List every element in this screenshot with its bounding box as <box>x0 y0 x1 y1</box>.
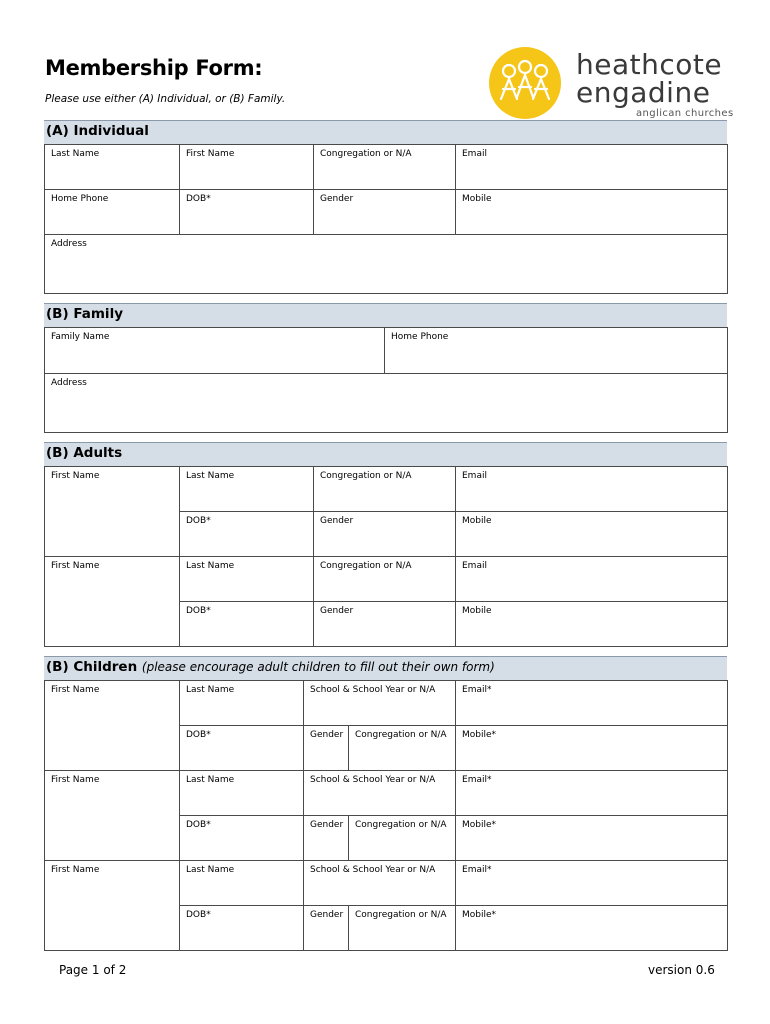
logo-people-icon <box>489 47 561 119</box>
adult-gender-field[interactable]: Gender <box>314 512 456 557</box>
child-gender-field[interactable]: Gender <box>304 816 349 861</box>
adult-last-name-field[interactable]: Last Name <box>180 467 314 512</box>
first-name-field[interactable]: First Name <box>180 145 314 190</box>
child-email-field[interactable]: Email* <box>456 861 728 906</box>
children-heading: (B) Children <box>46 659 138 675</box>
section-title: (B) Adults <box>46 445 123 461</box>
section-title: (A) Individual <box>46 123 149 139</box>
adult-mobile-field[interactable]: Mobile <box>456 512 728 557</box>
children-note: (please encourage adult children to fill out their own form) <box>141 660 495 674</box>
child-mobile-field[interactable]: Mobile* <box>456 726 728 771</box>
adults-table <box>44 466 728 647</box>
page-number: Page 1 of 2 <box>59 963 127 977</box>
child-email-field[interactable]: Email* <box>456 681 728 726</box>
child-dob-field[interactable]: DOB* <box>180 726 304 771</box>
child-congregation-field[interactable]: Congregation or N/A <box>349 906 456 951</box>
congregation-field[interactable]: Congregation or N/A <box>314 145 456 190</box>
last-name-field[interactable]: Last Name <box>45 145 180 190</box>
child-last-name-field[interactable]: Last Name <box>180 681 304 726</box>
child-dob-field[interactable]: DOB* <box>180 906 304 951</box>
individual-table <box>44 144 728 294</box>
address-field[interactable]: Address <box>45 235 728 294</box>
mobile-field[interactable]: Mobile <box>456 190 728 235</box>
section-title <box>46 659 495 675</box>
adult-last-name-field[interactable]: Last Name <box>180 557 314 602</box>
logo-text-heathcote: heathcote <box>576 48 723 81</box>
adult-email-field[interactable]: Email <box>456 467 728 512</box>
section-title: (B) Family <box>46 306 123 322</box>
adult-dob-field[interactable]: DOB* <box>180 602 314 647</box>
section-header-adults <box>44 442 727 467</box>
adult-mobile-field[interactable]: Mobile <box>456 602 728 647</box>
child-last-name-field[interactable]: Last Name <box>180 771 304 816</box>
child-first-name-field[interactable]: First Name <box>45 861 180 951</box>
family-table <box>44 327 728 433</box>
child-school-field[interactable]: School & School Year or N/A <box>304 861 456 906</box>
child-email-field[interactable]: Email* <box>456 771 728 816</box>
child-first-name-field[interactable]: First Name <box>45 681 180 771</box>
gender-field[interactable]: Gender <box>314 190 456 235</box>
logo-text-anglican: anglican churches <box>636 108 734 119</box>
adult-congregation-field[interactable]: Congregation or N/A <box>314 557 456 602</box>
version-label: version 0.6 <box>648 963 715 977</box>
adult-dob-field[interactable]: DOB* <box>180 512 314 557</box>
child-school-field[interactable]: School & School Year or N/A <box>304 681 456 726</box>
form-title: Membership Form: <box>45 56 263 80</box>
logo-text-engadine: engadine <box>576 76 711 109</box>
adult-email-field[interactable]: Email <box>456 557 728 602</box>
child-gender-field[interactable]: Gender <box>304 726 349 771</box>
email-field[interactable]: Email <box>456 145 728 190</box>
adult-gender-field[interactable]: Gender <box>314 602 456 647</box>
child-gender-field[interactable]: Gender <box>304 906 349 951</box>
family-home-phone-field[interactable]: Home Phone <box>385 328 728 374</box>
family-name-field[interactable]: Family Name <box>45 328 385 374</box>
child-last-name-field[interactable]: Last Name <box>180 861 304 906</box>
children-table <box>44 680 728 951</box>
section-header-children <box>44 656 727 681</box>
child-congregation-field[interactable]: Congregation or N/A <box>349 816 456 861</box>
section-header-family <box>44 303 727 328</box>
child-dob-field[interactable]: DOB* <box>180 816 304 861</box>
home-phone-field[interactable]: Home Phone <box>45 190 180 235</box>
adult-congregation-field[interactable]: Congregation or N/A <box>314 467 456 512</box>
form-subtitle: Please use either (A) Individual, or (B) Family. <box>45 93 286 105</box>
adult-first-name-field[interactable]: First Name <box>45 467 180 557</box>
dob-field[interactable]: DOB* <box>180 190 314 235</box>
child-mobile-field[interactable]: Mobile* <box>456 816 728 861</box>
family-address-field[interactable]: Address <box>45 374 728 433</box>
section-header-individual <box>44 120 727 145</box>
adult-first-name-field[interactable]: First Name <box>45 557 180 647</box>
child-mobile-field[interactable]: Mobile* <box>456 906 728 951</box>
child-school-field[interactable]: School & School Year or N/A <box>304 771 456 816</box>
child-first-name-field[interactable]: First Name <box>45 771 180 861</box>
child-congregation-field[interactable]: Congregation or N/A <box>349 726 456 771</box>
